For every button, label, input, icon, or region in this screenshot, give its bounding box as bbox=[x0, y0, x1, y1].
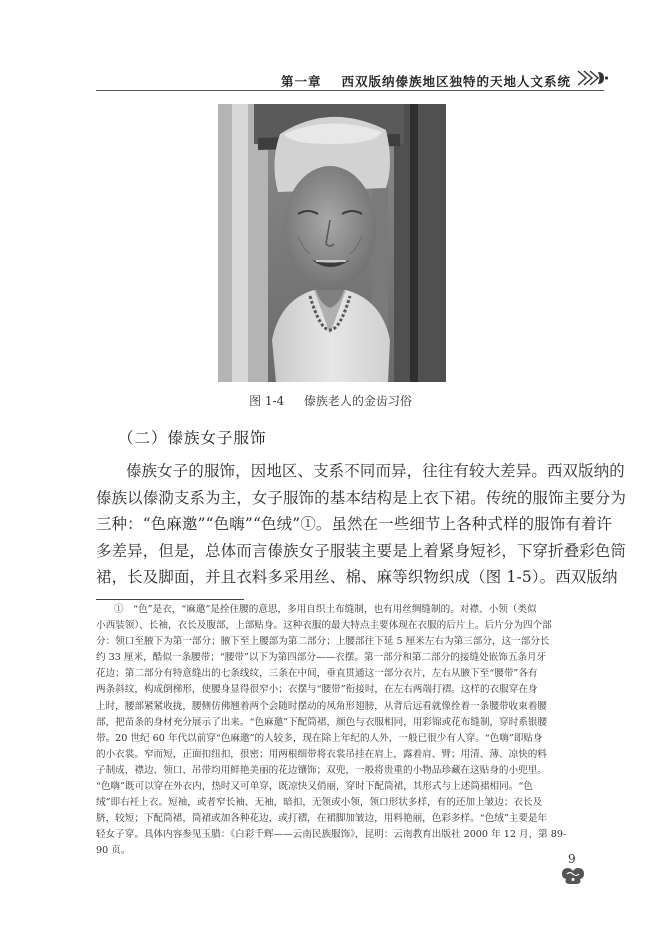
footnote-line: 部，把苗条的身材充分展示了出来。“色麻邀”下配筒裙，颜色与衣服相同，用彩锦或花布缝制，穿时系银腰 bbox=[96, 716, 548, 728]
footnote-line: 绒”即右衽上衣。短袖，或者窄长袖、无袖，暗扣，无领或小领，领口形状多样，有的还加上皱边；衣长及 bbox=[96, 797, 543, 809]
footnote-line: 花边；第二部分有特意缝出的七条线纹，三条在中间，垂直贯通这一部分衣片，左右从腋下至“腰带”各有 bbox=[96, 668, 538, 680]
body-line: 三种：“色麻邀”“色嗨”“色绒”①。虽然在一些细节上各种式样的服饰有着许 bbox=[96, 515, 613, 533]
footnote bbox=[96, 602, 604, 860]
body-line: 裙，长及脚面，并且衣料多采用丝、棉、麻等织物织成（图 1-5）。西双版纳 bbox=[96, 568, 618, 586]
body-line: 傣族以傣泐支系为主，女子服饰的基本结构是上衣下裙。传统的服饰主要分为 bbox=[96, 488, 627, 507]
section-heading: （二）傣族女子服饰 bbox=[118, 429, 267, 447]
footnote-rule bbox=[96, 599, 244, 600]
portrait-photo bbox=[218, 104, 446, 382]
footer-ornament-icon bbox=[560, 866, 586, 886]
body-text bbox=[96, 458, 627, 591]
footnote-line: ① “色”是衣，“麻邀”是拴住腰的意思，多用自织土布缝制，也有用丝绸缝制的。对襟、小领（类似 bbox=[114, 604, 537, 615]
footnote-line: 约 33 厘米，酷似一条腰带；“腰带”以下为第四部分——衣摆。第一部分和第二部分的接缝处嵌饰五条月牙 bbox=[96, 652, 547, 664]
footnote-line: 90 页。 bbox=[96, 845, 131, 857]
running-head bbox=[281, 72, 571, 90]
chapter-title: 西双版纳傣族地区独特的天地人文系统 bbox=[341, 74, 571, 89]
caption-number: 图 1-4 bbox=[249, 394, 285, 408]
footnote-line: 轻女子穿。具体内容参见玉腊：《白彩千辉——云南民族服饰》，昆明：云南教育出版社 2000 年 12 月，第 89- bbox=[96, 829, 567, 841]
footnote-line: 上时，腰部紧紧收拢，腰侧仿佛翘着两个会随时摆动的凤角形翅膀，从背后远看就像拴着一条腰带收束着腰 bbox=[96, 700, 547, 712]
header-ornament-icon bbox=[577, 70, 609, 86]
footnote-line: 小西装领）、长袖，衣长及腹部，上部贴身。这种衣服的最大特点主要体现在衣服的后片上。后片分为四个部 bbox=[96, 620, 552, 632]
chapter-label: 第一章 bbox=[280, 74, 322, 89]
footnote-line: 的小衣裳。窄而短，正面扣纽扣，很密；用两根细带将衣裳吊挂在肩上，露着肩、臂；用清、薄、凉快的料 bbox=[96, 748, 547, 760]
footnote-line: 脐，较短；下配筒裙，筒裙或加各种花边，或打褶，在裙脚加皱边，用料艳丽，色彩多样。“色绒”主要是年 bbox=[96, 813, 548, 825]
caption-text: 傣族老人的金齿习俗 bbox=[303, 394, 412, 408]
footnote-line: 子制成，襟边、领口、吊带均用鲜艳美丽的花边镶饰；双兜，一般将贵重的小物品珍藏在这贴身的小兜里。 bbox=[96, 764, 547, 776]
footnote-line: 分：领口至腋下为第一部分；腋下至上腰部为第二部分；上腰部往下延 5 厘米左右为第三部分，这一部分长 bbox=[96, 636, 550, 648]
figure-caption bbox=[0, 392, 661, 409]
footnote-line: 两条斜纹，构成倒梯形，使腰身显得很窄小；衣摆与“腰带”衔接时，在左右两端打褶。这样的衣服穿在身 bbox=[96, 684, 538, 696]
header-rule bbox=[96, 90, 604, 91]
footnote-line: 带。20 世纪 60 年代以前穿“色麻邀”的人较多，现在除上年纪的人外，一般已很少有人穿。“色嗨”即贴身 bbox=[96, 732, 543, 744]
body-line: 傣族女子的服饰，因地区、支系不同而异，往往有较大差异。西双版纳的 bbox=[126, 462, 625, 480]
body-line: 多差异，但是，总体而言傣族女子服装主要是上着紧身短衫，下穿折叠彩色筒 bbox=[96, 541, 627, 560]
footnote-line: “色嗨”既可以穿在外衣内，热时又可单穿，既凉快又俏丽，穿时下配筒裙，其形式与上述筒裙相同。“色 bbox=[96, 781, 533, 793]
page-number: 9 bbox=[568, 852, 576, 866]
